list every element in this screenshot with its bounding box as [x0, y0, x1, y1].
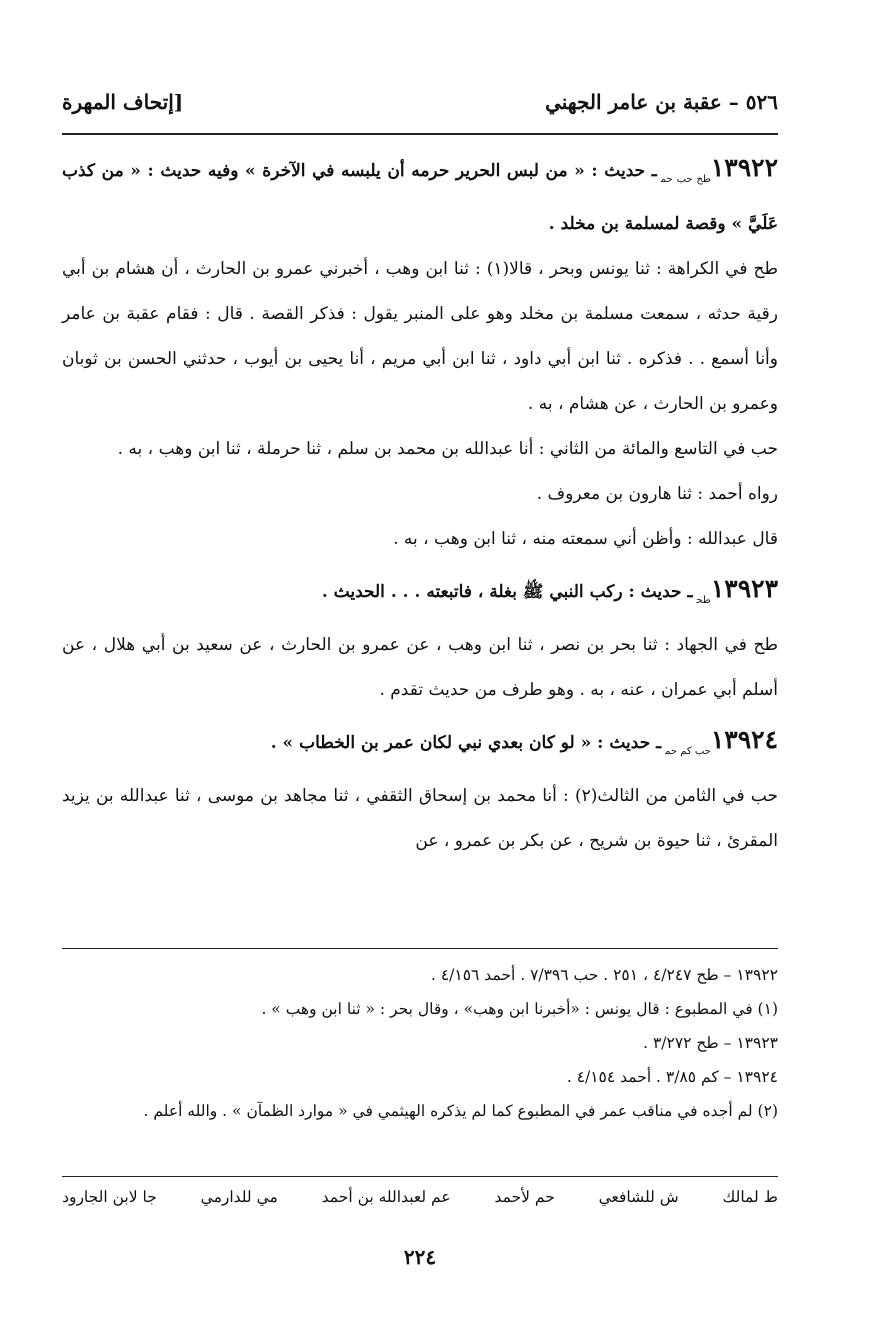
hadith-entry-13922 [62, 145, 778, 247]
hadith-entry-13924 [62, 717, 778, 774]
footnote: (٢) لم أجده في مناقب عمر في المطبوع كما لم يذكره الهيثمي في « موارد الظمآن » . والله أعلم . [143, 1102, 778, 1120]
hadith-number: ١٣٩٢٤ [710, 725, 778, 754]
abbreviation-item: عم لعبدالله بن أحمد [321, 1188, 451, 1206]
abbreviation-key [62, 1188, 778, 1206]
page-number: ٢٢٤ [403, 1245, 437, 1269]
footnotes [62, 958, 778, 1128]
hadith-sigla: طح [696, 595, 711, 606]
footnote: (١) في المطبوع : قال يونس : «أخبرنا ابن وهب» ، وقال بحر : « ثنا ابن وهب » . [261, 1000, 778, 1018]
header-rule [62, 133, 778, 135]
paragraph: طح في الجهاد : ثنا بحر بن نصر ، ثنا ابن وهب ، عن عمرو بن الحارث ، عن سعيد بن أبي هلال ، عن أسلم أبي عمران ، عنه ، به . وهو طرف من حديث تقدم . [62, 635, 778, 700]
paragraph: رواه أحمد : ثنا هارون بن معروف . [536, 484, 778, 504]
hadith-lead: ـ حديث : « لو كان بعدي نبي لكان عمر بن الخطاب » . [270, 733, 662, 753]
footnote: ١٣٩٢٢ – طح ٤/٢٤٧ ، ٢٥١ . حب ٧/٣٩٦ . أحمد ٤/١٥٦ . [430, 966, 778, 984]
hadith-entry-13923 [62, 566, 778, 623]
abbreviation-item: حم لأحمد [494, 1188, 555, 1206]
paragraph: قال عبدالله : وأظن أني سمعته منه ، ثنا ابن وهب ، به . [393, 529, 778, 549]
abbreviation-item: ش للشافعي [598, 1188, 679, 1206]
abbreviation-item: مي للدارمي [200, 1188, 278, 1206]
paragraph: حب في الثامن من الثالث(٢) : أنا محمد بن إسحاق الثقفي ، ثنا مجاهد بن موسى ، ثنا عبدالله بن يزيد المقرئ ، ثنا حيوة بن شريح ، عن بكر بن عمرو ، عن [62, 786, 778, 851]
book-title: [إتحاف المهرة [62, 90, 184, 114]
hadith-lead: ـ حديث : « من لبس الحرير حرمه أن يلبسه في الآخرة » وفيه حديث : « من كذب عَلَيَّ » وقصة لمسلمة بن مخلد . [62, 161, 778, 234]
main-text [62, 145, 778, 864]
footnote: ١٣٩٢٣ – طح ٣/٢٧٢ . [643, 1034, 778, 1052]
hadith-number: ١٣٩٢٢ [710, 153, 778, 182]
book-page [62, 0, 778, 1325]
paragraph: طح في الكراهة : ثنا يونس وبحر ، قالا(١) : ثنا ابن وهب ، أخبرني عمرو بن الحارث ، أن هشام بن أبي رقية حدثه ، سمعت مسلمة بن مخلد وهو على المنبر يقول : فذكر القصة . قال : فقام عقبة بن عامر وأنا أسمع . . فذكره . ثنا ابن أبي داود ، ثنا ابن أبي مريم ، أنا يحيى بن أيوب ، حدثني الحسن بن ثوبان وعمرو بن الحارث ، عن هشام ، به . [62, 259, 779, 414]
running-title: ٥٢٦ – عقبة بن عامر الجهني [545, 90, 778, 114]
hadith-sigla: حب كم حم [665, 746, 711, 757]
abbreviation-item: ط لمالك [722, 1188, 778, 1206]
footnote-rule [62, 948, 778, 949]
footnote: ١٣٩٢٤ – كم ٣/٨٥ . أحمد ٤/١٥٤ . [566, 1068, 778, 1086]
hadith-lead: ـ حديث : ركب النبي ﷺ بغلة ، فاتبعته . . . الحديث . [321, 582, 693, 602]
abbreviations-rule [62, 1176, 778, 1177]
hadith-sigla: طح حب حم [660, 174, 711, 185]
running-header [62, 84, 778, 124]
abbreviation-item: جا لابن الجارود [62, 1188, 157, 1206]
hadith-number: ١٣٩٢٣ [710, 574, 778, 603]
paragraph: حب في التاسع والمائة من الثاني : أنا عبدالله بن محمد بن سلم ، ثنا حرملة ، ثنا ابن وهب ، به . [117, 439, 778, 459]
